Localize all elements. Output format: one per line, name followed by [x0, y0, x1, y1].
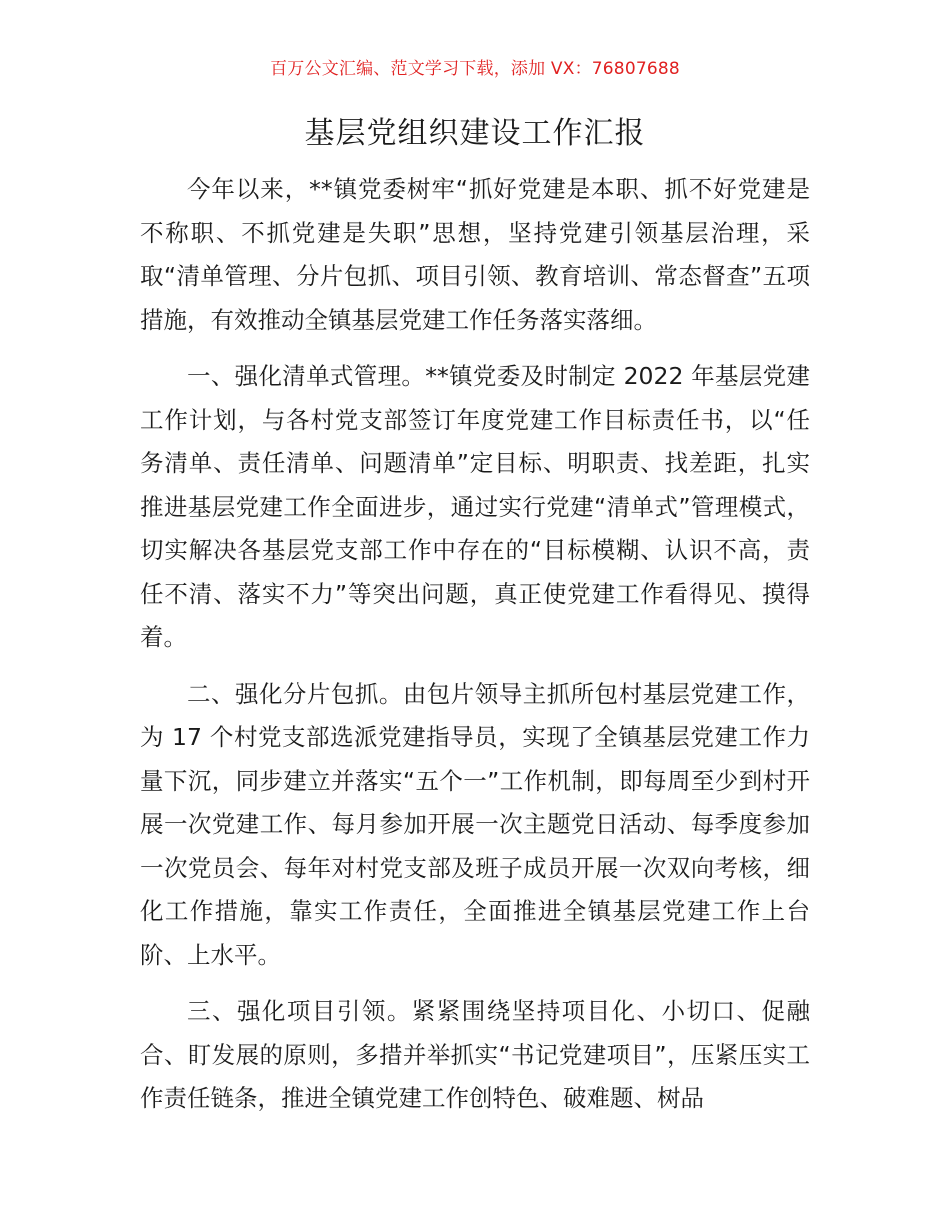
document-body [140, 168, 810, 1134]
document-title: 基层党组织建设工作汇报 [304, 116, 646, 151]
paragraph-intro: 今年以来，**镇党委树牢“抓好党建是本职、抓不好党建是不称职、不抓党建是失职”思想，坚持党建引领基层治理，采取“清单管理、分片包抓、项目引领、教育培训、常态督查”五项措施，有效推动全镇基层党建工作任务落实落细。 [140, 175, 810, 334]
paragraph-section-2: 二、强化分片包抓。由包片领导主抓所包村基层党建工作，为 17 个村党支部选派党建指导员，实现了全镇基层党建工作力量下沉，同步建立并落实“五个一”工作机制，即每周至少到村开展一次党建工作、每月参加开展一次主题党日活动、每季度参加一次党员会、每年对村党支部及班子成员开展一次双向考核，细化工作措施，靠实工作责任，全面推进全镇基层党建工作上台阶、上水平。 [140, 679, 810, 969]
paragraph-section-3: 三、强化项目引领。紧紧围绕坚持项目化、小切口、促融合、盯发展的原则，多措并举抓实“书记党建项目”，压紧压实工作责任链条，推进全镇党建工作创特色、破难题、树品 [140, 997, 810, 1112]
watermark-text: 百万公文汇编、范文学习下载，添加 VX：76807688 [270, 59, 680, 79]
paragraph-section-1: 一、强化清单式管理。**镇党委及时制定 2022 年基层党建工作计划，与各村党支部签订年度党建工作目标责任书，以“任务清单、责任清单、问题清单”定目标、明职责、找差距，扎实推进基层党建工作全面进步，通过实行党建“清单式”管理模式，切实解决各基层党支部工作中存在的“目标模糊、认识不高，责任不清、落实不力”等突出问题，真正使党建工作看得见、摸得着。 [140, 362, 810, 651]
